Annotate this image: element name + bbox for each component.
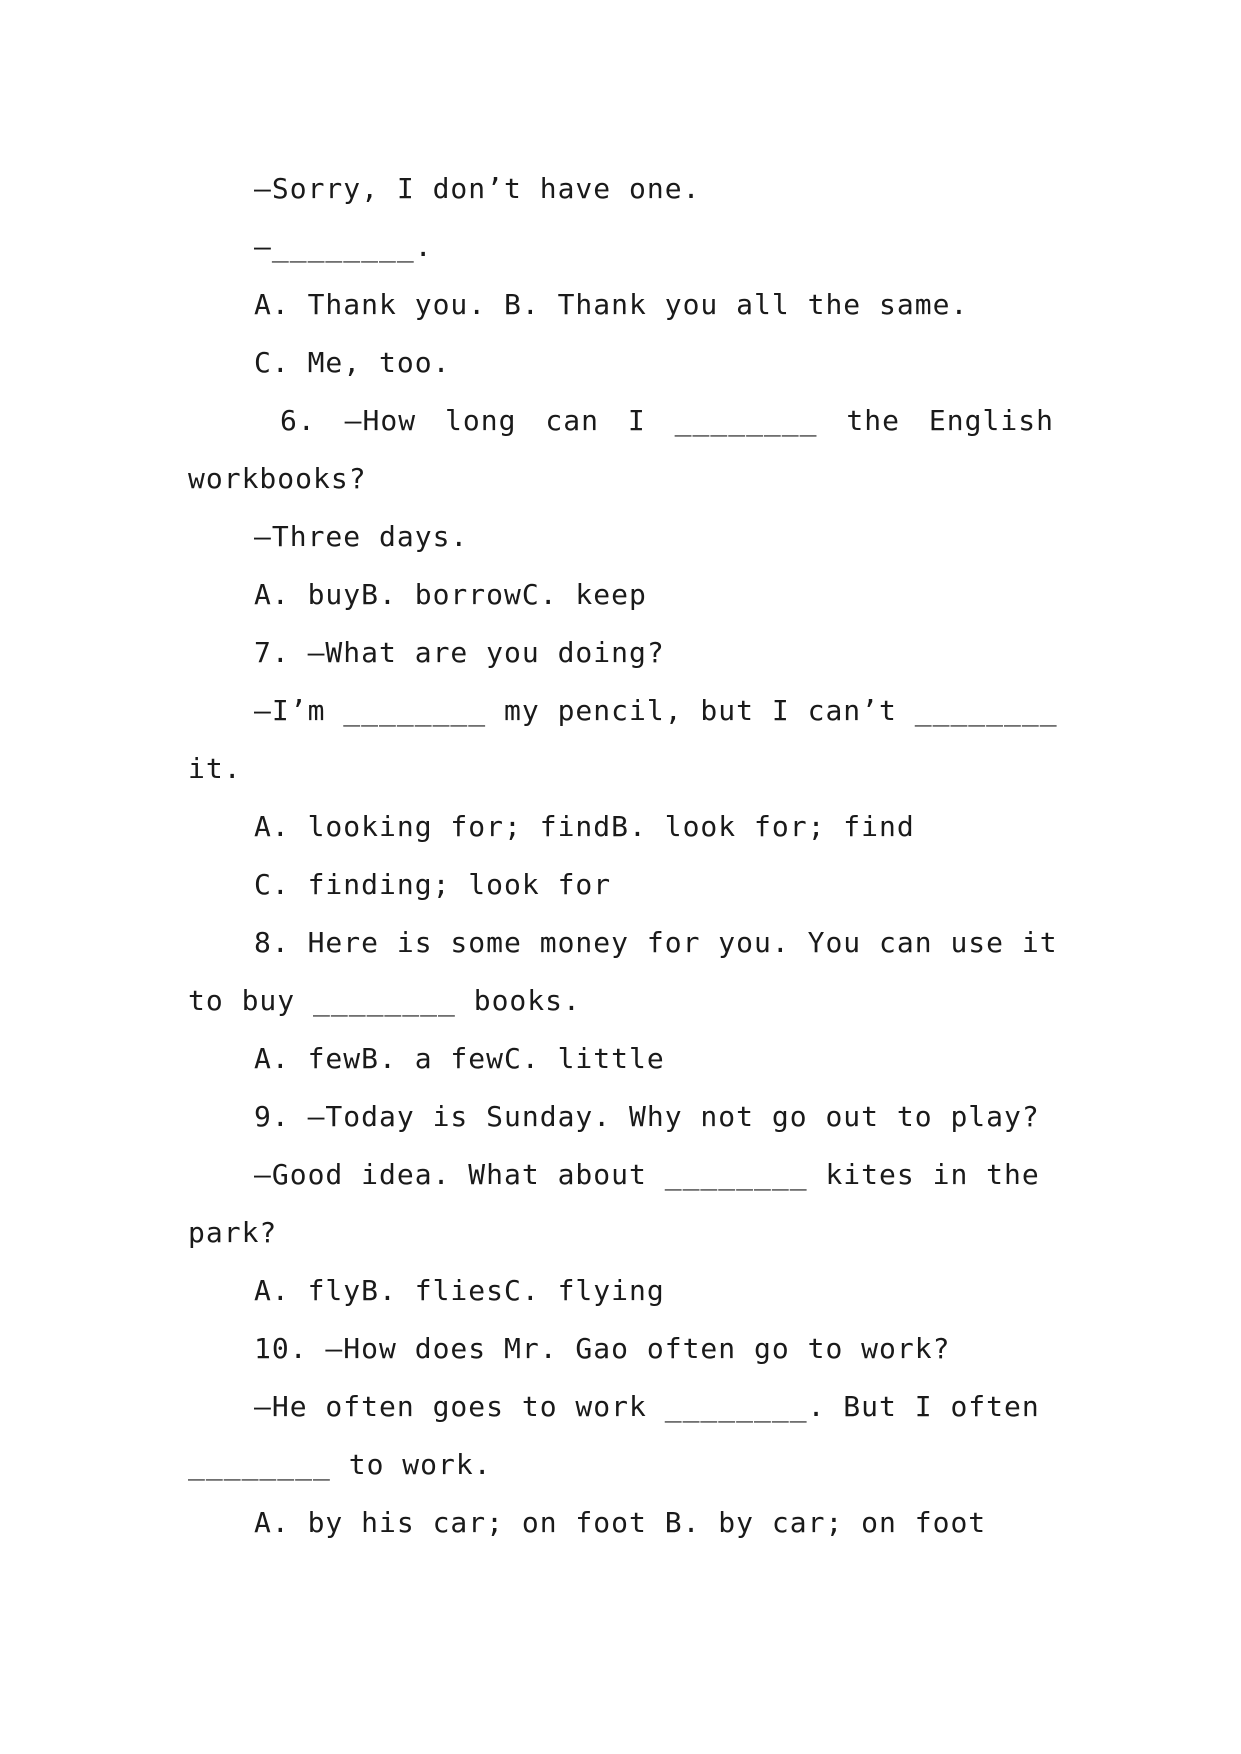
question-word: I [627,404,646,437]
question-6-continuation: workbooks? [188,462,367,495]
options-line: C. Me, too. [254,346,451,379]
question-text [188,160,1058,1552]
options-line: A. Thank you. B. Thank you all the same. [254,288,969,321]
question-word: —How [344,404,417,437]
answer-line: —Three days. [254,520,469,553]
answer-blank-line: —________. [254,230,433,263]
question-word: long [445,404,517,437]
answer-line: —He often goes to work ________. But I often [254,1390,1040,1423]
question-9-line: 9. —Today is Sunday. Why not go out to play? [254,1100,1040,1133]
question-number: 6. [280,404,316,437]
answer-line: —Good idea. What about ________ kites in the [254,1158,1040,1191]
options-line: C. finding; look for [254,868,612,901]
answer-blank: ________ [674,404,818,437]
options-line: A. fewB. a fewC. little [254,1042,665,1075]
question-word: the [846,404,900,437]
options-line: A. looking for; findB. look for; find [254,810,915,843]
question-word: can [545,404,599,437]
answer-continuation: it. [188,752,242,785]
options-line: A. by his car; on foot B. by car; on foot [254,1506,987,1539]
answer-continuation: ________ to work. [188,1448,492,1481]
answer-line: —I’m ________ my pencil, but I can’t ________ [254,694,1058,727]
question-6-line [188,392,1054,450]
question-7-line: 7. —What are you doing? [254,636,665,669]
question-8-line: 8. Here is some money for you. You can use it [254,926,1058,959]
options-line: A. flyB. fliesC. flying [254,1274,665,1307]
answer-line: —Sorry, I don’t have one. [254,172,701,205]
question-8-continuation: to buy ________ books. [188,984,581,1017]
answer-continuation: park? [188,1216,278,1249]
question-10-line: 10. —How does Mr. Gao often go to work? [254,1332,951,1365]
options-line: A. buyB. borrowC. keep [254,578,647,611]
question-word: English [928,404,1054,437]
